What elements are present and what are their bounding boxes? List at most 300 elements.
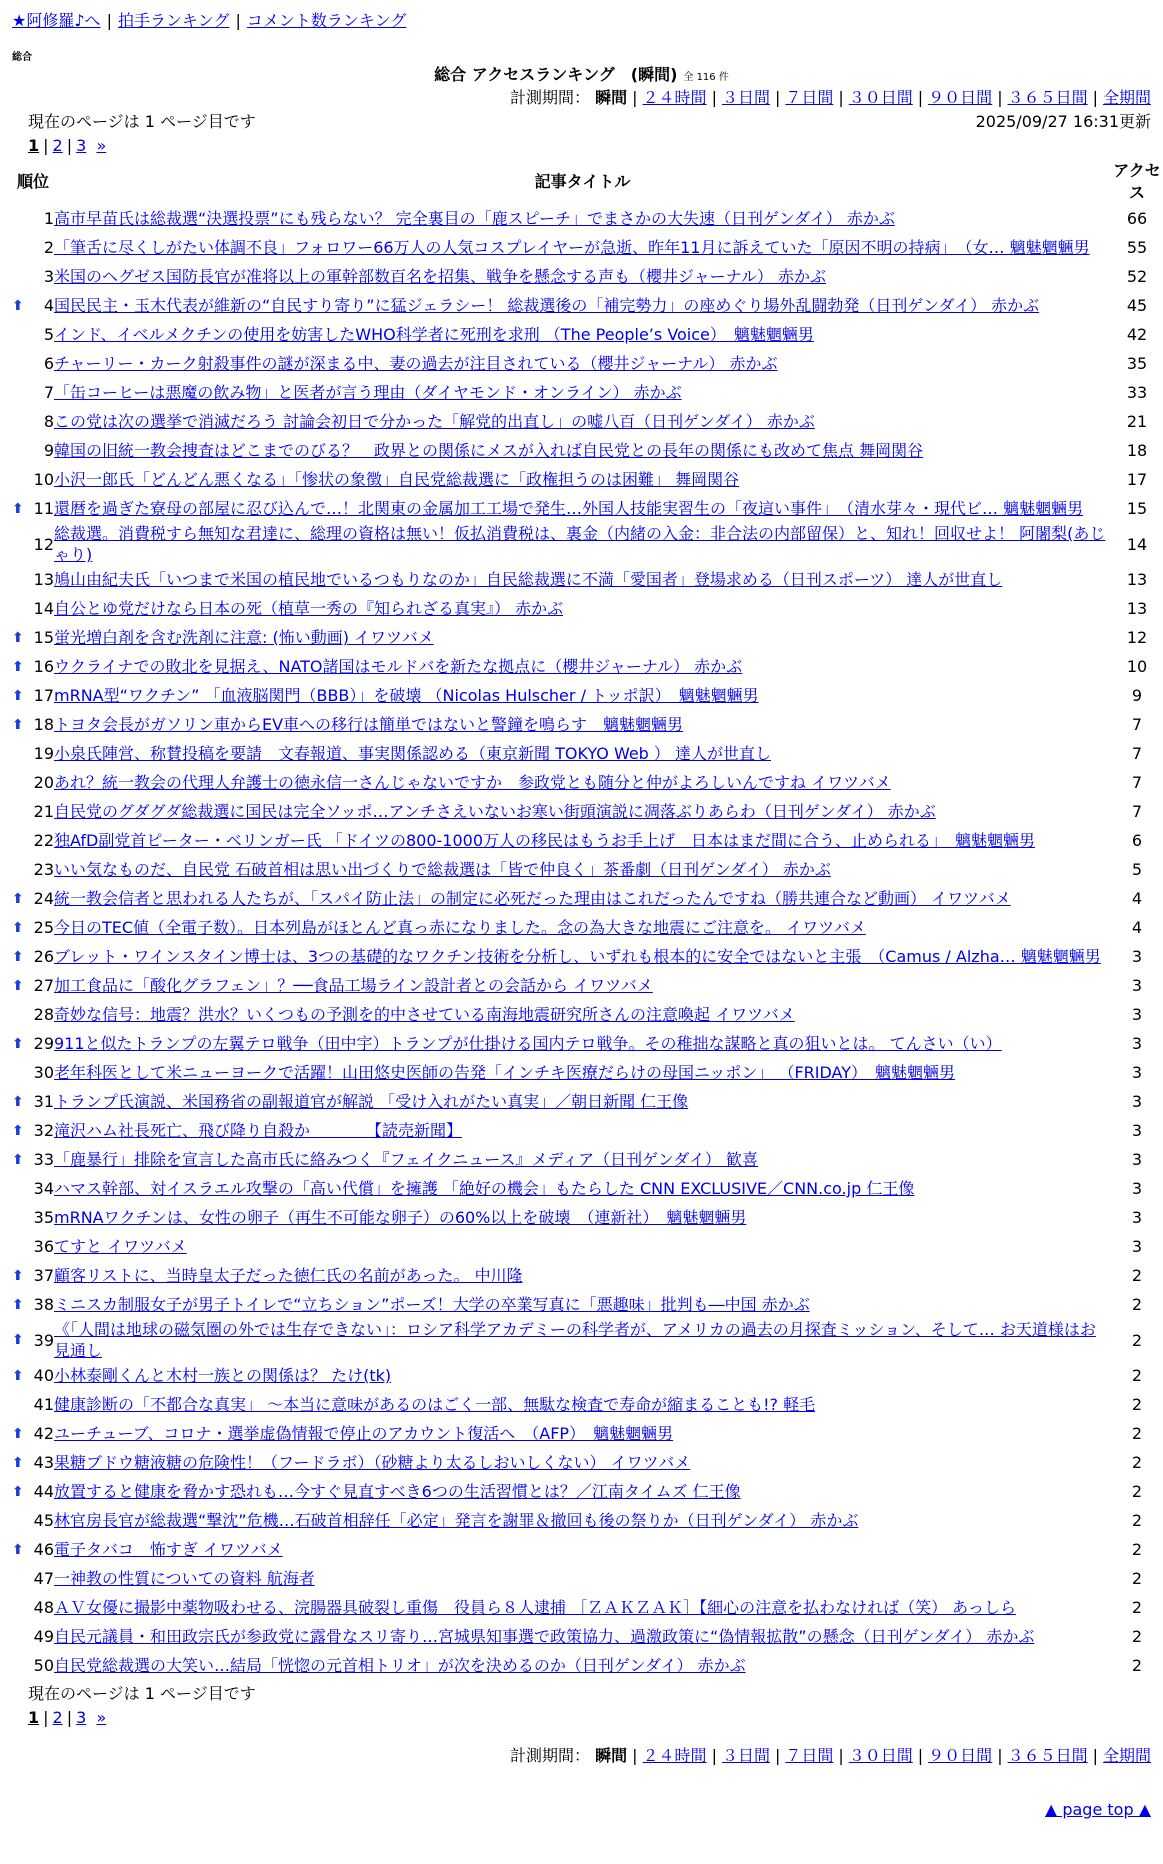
rank-cell [12,1203,54,1232]
article-link[interactable]: 奇妙な信号：地震？洪水？いくつもの予測を的中させている南海地震研究所さんの注意喚起 イワツバメ [54,1005,795,1024]
rank-number: 13 [33,570,54,589]
period-link-all[interactable]: 全期間 [1102,1746,1151,1765]
title-cell [54,797,1111,826]
title-cell [54,1232,1111,1261]
table-row [12,652,1163,681]
title-cell [54,1390,1111,1419]
period-current: 瞬間 [595,88,628,107]
access-count: 33 [1126,383,1148,402]
period-link-24h[interactable]: ２４時間 [642,1746,707,1765]
rank-cell [12,826,54,855]
access-count: 7 [1131,715,1143,734]
article-link[interactable]: 電子タバコ 怖すぎ イワツバメ [54,1540,283,1559]
table-row [12,1448,1163,1477]
rank-number: 48 [33,1598,54,1617]
access-count: 18 [1126,441,1148,460]
article-link[interactable]: 林官房長官が総裁選“撃沈”危機…石破首相辞任「必定」発言を謝罪＆撤回も後の祭りか（日刊ゲンダイ） 赤かぶ [54,1511,859,1530]
table-row [12,262,1163,291]
rank-number: 17 [33,686,54,705]
pager-page-2[interactable]: 2 [52,1708,63,1727]
title-cell [54,826,1111,855]
article-link[interactable]: ハマス幹部、対イスラエル攻撃の「高い代償」を擁護 「絶好の機会」もたらした CNN EXCLUSIVE／CNN.co.jp 仁王像 [54,1179,915,1198]
rank-number: 34 [33,1179,54,1198]
article-link[interactable]: 鳩山由紀夫氏「いつまで米国の植民地でいるつもりなのか」自民総裁選に不満「愛国者」登場求める（日刊スポーツ） 達人が世直し [54,570,1003,589]
table-row [12,884,1163,913]
table-row [12,1477,1163,1506]
title-cell [54,465,1111,494]
rank-cell [12,1319,54,1361]
rank-number: 49 [33,1627,54,1646]
article-link[interactable]: 自民党のグダグダ総裁選に国民は完全ソッポ…アンチさえいないお寒い街頭演説に凋落ぶりあらわ（日刊ゲンダイ） 赤かぶ [54,802,936,821]
article-link[interactable]: 小沢一郎氏「どんどん悪くなる」「惨状の象徴」自民党総裁選に「政権担うのは困難」 舞岡関谷 [54,470,740,489]
table-row [12,204,1163,233]
rank-cell [12,233,54,262]
access-count: 2 [1131,1330,1143,1350]
table-row [12,1622,1163,1651]
article-link[interactable]: 高市早苗氏は総裁選“決選投票”にも残らない？ 完全裏目の「鹿スピーチ」でまさかの大失速（日刊ゲンダイ） 赤かぶ [54,209,895,228]
table-row [12,1116,1163,1145]
rank-number: 8 [43,412,54,431]
access-count: 7 [1131,802,1143,821]
rank-number: 16 [33,657,54,676]
rank-cell [12,565,54,594]
table-row [12,1087,1163,1116]
title-cell [54,1419,1111,1448]
title-cell [54,407,1111,436]
table-row [12,1419,1163,1448]
period-link-90d[interactable]: ９０日間 [928,88,993,107]
ranking-table [12,160,1163,1680]
rank-cell [12,1564,54,1593]
period-link-365d[interactable]: ３６５日間 [1007,88,1088,107]
rank-cell [12,1448,54,1477]
article-link[interactable]: 自民元議員・和田政宗氏が参政党に露骨なスリ寄り…宮城県知事選で政策協力、過激政策に“偽情報拡散”の懸念（日刊ゲンダイ） 赤かぶ [54,1627,1035,1646]
table-row [12,826,1163,855]
article-link[interactable]: いい気なものだ、自民党 石破首相は思い出づくりで総裁選は「皆で仲良く」茶番劇（日刊ゲンダイ） 赤かぶ [54,860,831,879]
table-row [12,436,1163,465]
top-nav [12,10,1151,32]
title-cell [54,1448,1111,1477]
article-link[interactable]: 顧客リストに、当時皇太子だった徳仁氏の名前があった。 中川隆 [54,1266,523,1285]
page-info: 現在のページは 1 ページ目です [28,1684,256,1703]
period-link-3d[interactable]: ３日間 [721,88,770,107]
access-count: 3 [1131,1034,1143,1053]
page-top-link[interactable]: ▲ page top ▲ [1044,1800,1151,1819]
rank-number: 5 [43,325,54,344]
title-cell [54,768,1111,797]
comment-ranking-link[interactable]: コメント数ランキング [246,11,407,30]
article-link[interactable]: 自民党総裁選の大笑い…結局「恍惚の元首相トリオ」が次を決めるのか（日刊ゲンダイ） 赤かぶ [54,1656,746,1675]
title-cell [54,378,1111,407]
article-link[interactable]: ブレット・ワインスタイン博士は、3つの基礎的なワクチン技術を分析し、いずれも根本的に安全ではないと主張 （Camus / Alzha… 魑魅魍魎男 [54,947,1101,966]
rank-cell [12,1261,54,1290]
rank-cell [12,1000,54,1029]
rank-up-arrow-icon: ⬆ [12,948,24,965]
rank-up-arrow-icon: ⬆ [12,1454,24,1471]
column-header-count: アクセス [1113,161,1161,202]
rank-number: 45 [33,1511,54,1530]
article-link[interactable]: ミニスカ制服女子が男子トイレで“立ちション”ポーズ！大学の卒業写真に「悪趣味」批判も―中国 赤かぶ [54,1295,810,1314]
rank-up-arrow-icon: ⬆ [12,890,24,907]
rank-cell [12,494,54,523]
access-count: 15 [1126,499,1148,518]
title-cell [54,1361,1111,1390]
rank-number: 39 [33,1330,54,1350]
rank-number: 23 [33,860,54,879]
rank-cell [12,291,54,320]
table-row [12,1232,1163,1261]
access-count: 2 [1131,1295,1143,1314]
access-count: 2 [1131,1395,1143,1414]
rank-up-arrow-icon: ⬆ [12,1267,24,1284]
article-link[interactable]: 老年科医として米ニューヨークで活躍！山田悠史医師の告発「インチキ医療だらけの母国ニッポン」 （FRIDAY） 魑魅魍魎男 [54,1063,956,1082]
rank-number: 7 [43,383,54,402]
article-link[interactable]: ＡＶ女優に撮影中薬物吸わせる、浣腸器具破裂し重傷 役員ら８人逮捕 ［ＺＡＫＺＡＫ］【細心の注意を払わなければ（笑） あっしら [54,1598,1017,1617]
rank-cell [12,1029,54,1058]
rank-cell [12,1116,54,1145]
access-count: 2 [1131,1424,1143,1443]
access-count: 3 [1131,1063,1143,1082]
period-current: 瞬間 [595,1746,628,1765]
category-label: 総合 [12,52,32,63]
rank-number: 9 [43,441,54,460]
rank-number: 4 [43,296,54,315]
access-count: 2 [1131,1482,1143,1501]
article-link[interactable]: 統一教会信者と思われる人たちが、「スパイ防止法」の制定に必死だった理由はこれだったんですね（勝共連合など動画） イワツバメ [54,889,1011,908]
rank-cell [12,768,54,797]
period-link-7d[interactable]: ７日間 [785,88,834,107]
access-count: 52 [1126,267,1148,286]
rank-number: 10 [33,470,54,489]
rank-cell [12,523,54,565]
rank-up-arrow-icon: ⬆ [12,1151,24,1168]
access-count: 7 [1131,773,1143,792]
rank-cell [12,1651,54,1680]
access-count: 55 [1126,238,1148,257]
pager-page-2[interactable]: 2 [52,136,63,155]
nav-separator: | [235,11,241,30]
rank-cell [12,913,54,942]
access-count: 35 [1126,354,1148,373]
home-link[interactable]: ★阿修羅♪へ [12,11,101,30]
rank-cell [12,1506,54,1535]
article-link[interactable]: 「筆舌に尽くしがたい体調不良」フォロワー66万人の人気コスプレイヤーが急逝、昨年11月に訴えていた「原因不明の持病」 （女… 魑魅魍魎男 [54,238,1090,257]
title-cell [54,1145,1111,1174]
table-row [12,1261,1163,1290]
title-cell [54,291,1111,320]
access-count: 3 [1131,1121,1143,1140]
table-row [12,1319,1163,1361]
article-link[interactable]: 《「人間は地球の磁気圏の外では生存できない」：ロシア科学アカデミーの科学者が、アメリカの過去の月探査ミッション、そして… お天道様はお見通し [54,1320,1096,1360]
access-count: 7 [1131,744,1143,763]
rank-cell [12,1290,54,1319]
rank-number: 43 [33,1453,54,1472]
rank-number: 25 [33,918,54,937]
access-count: 2 [1131,1598,1143,1617]
pager-bottom: 1 | 2 | 3 » [28,1708,107,1727]
title-cell [54,204,1111,233]
pager-page-3[interactable]: 3 [76,136,87,155]
rank-number: 36 [33,1237,54,1256]
table-row [12,465,1163,494]
access-count: 66 [1126,209,1148,228]
rank-number: 28 [33,1005,54,1024]
rank-up-arrow-icon: ⬆ [12,500,24,517]
page-title: 総合 アクセスランキング (瞬間) [434,65,678,84]
access-count: 2 [1131,1569,1143,1588]
title-cell [54,1477,1111,1506]
article-link[interactable]: 一神教の性質についての資料 航海者 [54,1569,315,1588]
title-cell [54,1116,1111,1145]
table-row [12,1145,1163,1174]
article-link[interactable]: あれ？統一教会の代理人弁護士の徳永信一さんじゃないですか 参政党とも随分と仲がよろしいんですね イワツバメ [54,773,891,792]
rank-up-arrow-icon: ⬆ [12,1296,24,1313]
title-cell [54,913,1111,942]
title-cell [54,681,1111,710]
title-cell [54,1319,1111,1361]
article-link[interactable]: チャーリー・カーク射殺事件の謎が深まる中、妻の過去が注目されている（櫻井ジャーナル） 赤かぶ [54,354,778,373]
table-row [12,1361,1163,1390]
pager-top: 1 | 2 | 3 » [28,136,107,155]
article-link[interactable]: 独AfD副党首ピーター・ベリンガー氏 「ドイツの800-1000万人の移民はもうお手上げ 日本はまだ間に合う、止められる」 魑魅魍魎男 [54,831,1036,850]
rank-cell [12,1535,54,1564]
title-cell [54,1087,1111,1116]
article-link[interactable]: 今日のTEC値（全電子数）。日本列島がほとんど真っ赤になりました。念の為大きな地震にご注意を。 イワツバメ [54,918,866,937]
pager-next[interactable]: » [96,136,107,155]
rank-cell [12,971,54,1000]
article-link[interactable]: mRNAワクチンは、女性の卵子（再生不可能な卵子）の60%以上を破壊 （連新社） 魑魅魍魎男 [54,1208,747,1227]
title-cell [54,1535,1111,1564]
article-link[interactable]: 「缶コーヒーは悪魔の飲み物」と医者が言う理由（ダイヤモンド・オンライン） 赤かぶ [54,383,682,402]
title-cell [54,1290,1111,1319]
rank-up-arrow-icon: ⬆ [12,919,24,936]
article-link[interactable]: 「鹿暴行」排除を宣言した高市氏に絡みつく『フェイクニュース』メディア（日刊ゲンダイ） 歓喜 [54,1150,758,1169]
rank-up-arrow-icon: ⬆ [12,297,24,314]
column-header-rank: 順位 [16,172,49,191]
table-row [12,1390,1163,1419]
access-count: 2 [1131,1627,1143,1646]
period-link-all[interactable]: 全期間 [1102,88,1151,107]
ranking-rows [12,204,1163,1680]
page-info: 現在のページは 1 ページ目です [28,112,256,131]
title-cell [54,652,1111,681]
article-link[interactable]: 韓国の旧統一教会捜査はどこまでのびる？ 政界との関係にメスが入れば自民党との長年の関係にも改めて焦点 舞岡関谷 [54,441,924,460]
rank-number: 40 [33,1366,54,1385]
title-cell [54,1506,1111,1535]
access-count: 5 [1131,860,1143,879]
access-count: 12 [1126,628,1148,647]
rank-up-arrow-icon: ⬆ [12,1483,24,1500]
article-link[interactable]: ユーチューブ、コロナ・選挙虚偽情報で停止のアカウント復活へ （AFP） 魑魅魍魎男 [54,1424,674,1443]
period-label: 計測期間： [510,1746,591,1765]
rank-cell [12,1593,54,1622]
title-cell [54,1261,1111,1290]
title-cell [54,1622,1111,1651]
table-row [12,913,1163,942]
access-count: 9 [1131,686,1143,705]
title-cell [54,262,1111,291]
nav-separator: | [106,11,112,30]
rank-number: 41 [33,1395,54,1414]
rank-number: 46 [33,1540,54,1559]
rank-up-arrow-icon: ⬆ [12,687,24,704]
rank-cell [12,465,54,494]
access-count: 4 [1131,889,1143,908]
rank-cell [12,739,54,768]
rank-up-arrow-icon: ⬆ [12,1332,24,1348]
rank-cell [12,1390,54,1419]
period-link-7d[interactable]: ７日間 [785,1746,834,1765]
article-link[interactable]: 還暦を過ぎた寮母の部屋に忍び込んで…！北関東の金属加工工場で発生…外国人技能実習生の「夜這い事件」 （清水芽々・現代ビ… 魑魅魍魎男 [54,499,1084,518]
access-count: 2 [1131,1540,1143,1559]
rank-cell [12,797,54,826]
rank-number: 24 [33,889,54,908]
access-count: 2 [1131,1511,1143,1530]
article-link[interactable]: 小林泰剛くんと木村一族との関係は？ たけ(tk) [54,1366,392,1385]
rank-cell [12,855,54,884]
rank-number: 12 [33,534,54,554]
title-cell [54,884,1111,913]
article-link[interactable]: 健康診断の「不都合な真実」 ～本当に意味があるのはごく一部、無駄な検査で寿命が縮まることも!? 軽毛 [54,1395,816,1414]
rank-cell [12,594,54,623]
rank-cell [12,1477,54,1506]
access-count: 3 [1131,1092,1143,1111]
article-link[interactable]: 果糖ブドウ糖液糖の危険性！（フードラボ）（砂糖より太るしおいしくない） イワツバメ [54,1453,691,1472]
rank-number: 29 [33,1034,54,1053]
period-link-3d[interactable]: ３日間 [721,1746,770,1765]
article-link[interactable]: 蛍光増白剤を含む洗剤に注意: (怖い動画) イワツバメ [54,628,434,647]
rank-number: 11 [33,499,54,518]
rank-up-arrow-icon: ⬆ [12,629,24,646]
table-row [12,291,1163,320]
table-row [12,1029,1163,1058]
title-cell [54,1593,1111,1622]
article-link[interactable]: 911と似たトランプの左翼テロ戦争（田中宇）トランプが仕掛ける国内テロ戦争。その稚拙な謀略と真の狙いとは。 てんさい（い） [54,1034,1002,1053]
rank-cell [12,1087,54,1116]
article-link[interactable]: トランプ氏演説、米国務省の副報道官が解説 「受け入れがたい真実」／朝日新聞 仁王像 [54,1092,689,1111]
access-count: 6 [1131,831,1143,850]
title-cell [54,233,1111,262]
table-row [12,681,1163,710]
rank-cell [12,884,54,913]
table-row [12,1000,1163,1029]
article-link[interactable]: 総裁選。消費税すら無知な君達に、総理の資格は無い！仮払消費税は、裏金（内緒の入金：非合法の内部留保）と、知れ！回収せよ！ 阿闍梨(あじゃり) [54,524,1106,564]
column-header-title: 記事タイトル [534,172,631,191]
period-link-365d[interactable]: ３６５日間 [1007,1746,1088,1765]
title-cell [54,320,1111,349]
article-link[interactable]: トヨタ会長がガソリン車からEV車への移行は簡単ではないと警鐘を鳴らす 魑魅魍魎男 [54,715,684,734]
access-count: 2 [1131,1656,1143,1675]
pager-next[interactable]: » [96,1708,107,1727]
rank-up-arrow-icon: ⬆ [12,716,24,733]
rank-up-arrow-icon: ⬆ [12,1122,24,1139]
article-link[interactable]: 放置すると健康を脅かす恐れも…今すぐ見直すべき6つの生活習慣とは？／江南タイムズ 仁王像 [54,1482,741,1501]
period-link-90d[interactable]: ９０日間 [928,1746,993,1765]
rank-cell [12,1622,54,1651]
rank-number: 15 [33,628,54,647]
rank-up-arrow-icon: ⬆ [12,1367,24,1384]
table-row [12,971,1163,1000]
table-row [12,1593,1163,1622]
rank-up-arrow-icon: ⬆ [12,1093,24,1110]
table-row [12,1174,1163,1203]
article-link[interactable]: 加工食品に「酸化グラフェン」？──食品工場ライン設計者との会話から イワツバメ [54,976,653,995]
title-cell [54,1203,1111,1232]
rank-cell [12,710,54,739]
title-cell [54,565,1111,594]
table-row [12,523,1163,565]
table-row [12,1535,1163,1564]
access-count: 42 [1126,325,1148,344]
page-info-bottom [12,1682,1151,1706]
access-count: 3 [1131,976,1143,995]
article-link[interactable]: 自公とゆ党だけなら日本の死（植草一秀の『知られざる真実』） 赤かぶ [54,599,564,618]
pager-page-3[interactable]: 3 [76,1708,87,1727]
table-row [12,320,1163,349]
access-count: 45 [1126,296,1148,315]
rank-cell [12,681,54,710]
access-count: 3 [1131,1237,1143,1256]
title-cell [54,523,1111,565]
period-selector-bottom: 計測期間： 瞬間 | ２４時間 | ３日間 | ７日間 | ３０日間 | ９０日間 | ３６５日間 | 全期間 [510,1746,1151,1765]
rank-number: 33 [33,1150,54,1169]
rank-up-arrow-icon: ⬆ [12,1035,24,1052]
updated-timestamp: 2025/09/27 16:31更新 [975,112,1151,131]
rank-cell [12,652,54,681]
applause-ranking-link[interactable]: 拍手ランキング [117,11,230,30]
table-row [12,1506,1163,1535]
rank-number: 37 [33,1266,54,1285]
article-link[interactable]: 米国のヘグゼス国防長官が准将以上の軍幹部数百名を招集、戦争を懸念する声も（櫻井ジャーナル） 赤かぶ [54,267,826,286]
period-link-24h[interactable]: ２４時間 [642,88,707,107]
article-link[interactable]: mRNA型“ワクチン” 「血液脳関門（BBB）」を破壊 （Nicolas Hulscher / トッポ訳） 魑魅魍魎男 [54,686,759,705]
article-link[interactable]: インド、イベルメクチンの使用を妨害したWHO科学者に死刑を求刑 （The People’s Voice） 魑魅魍魎男 [54,325,814,344]
title-cell [54,623,1111,652]
article-link[interactable]: 滝沢ハム社長死亡、飛び降り自殺か 【読売新聞】 [54,1121,463,1140]
page-info-row [12,110,1151,134]
table-row [12,1564,1163,1593]
article-link[interactable]: てすと イワツバメ [54,1237,187,1256]
rank-cell [12,1058,54,1087]
period-link-30d[interactable]: ３０日間 [848,88,913,107]
rank-number: 3 [43,267,54,286]
rank-number: 14 [33,599,54,618]
rank-number: 22 [33,831,54,850]
title-cell [54,1000,1111,1029]
rank-up-arrow-icon: ⬆ [12,658,24,675]
period-link-30d[interactable]: ３０日間 [848,1746,913,1765]
rank-cell [12,407,54,436]
title-cell [54,1058,1111,1087]
rank-number: 19 [33,744,54,763]
article-link[interactable]: ウクライナでの敗北を見据え、NATO諸国はモルドバを新たな拠点に（櫻井ジャーナル） 赤かぶ [54,657,743,676]
table-row [12,1203,1163,1232]
article-link[interactable]: 小泉氏陣営、称賛投稿を要請 文春報道、事実関係認める（東京新聞 TOKYO Web ） 達人が世直し [54,744,772,763]
rank-cell [12,204,54,233]
rank-cell [12,1419,54,1448]
access-count: 13 [1126,570,1148,589]
article-link[interactable]: 国民民主・玉木代表が維新の“自民すり寄り”に猛ジェラシー！ 総裁選後の「補完勢力」の座めぐり場外乱闘勃発（日刊ゲンダイ） 赤かぶ [54,296,1040,315]
pager-current: 1 [28,136,40,155]
table-row [12,494,1163,523]
period-selector-top: 計測期間： 瞬間 | ２４時間 | ３日間 | ７日間 | ３０日間 | ９０日間 | ３６５日間 | 全期間 [510,88,1151,107]
access-count: 2 [1131,1453,1143,1472]
title-cell [54,942,1111,971]
access-count: 21 [1126,412,1148,431]
rank-number: 35 [33,1208,54,1227]
table-row [12,1290,1163,1319]
article-link[interactable]: この党は次の選挙で消滅だろう 討論会初日で分かった「解党的出直し」の嘘八百（日刊ゲンダイ） 赤かぶ [54,412,815,431]
